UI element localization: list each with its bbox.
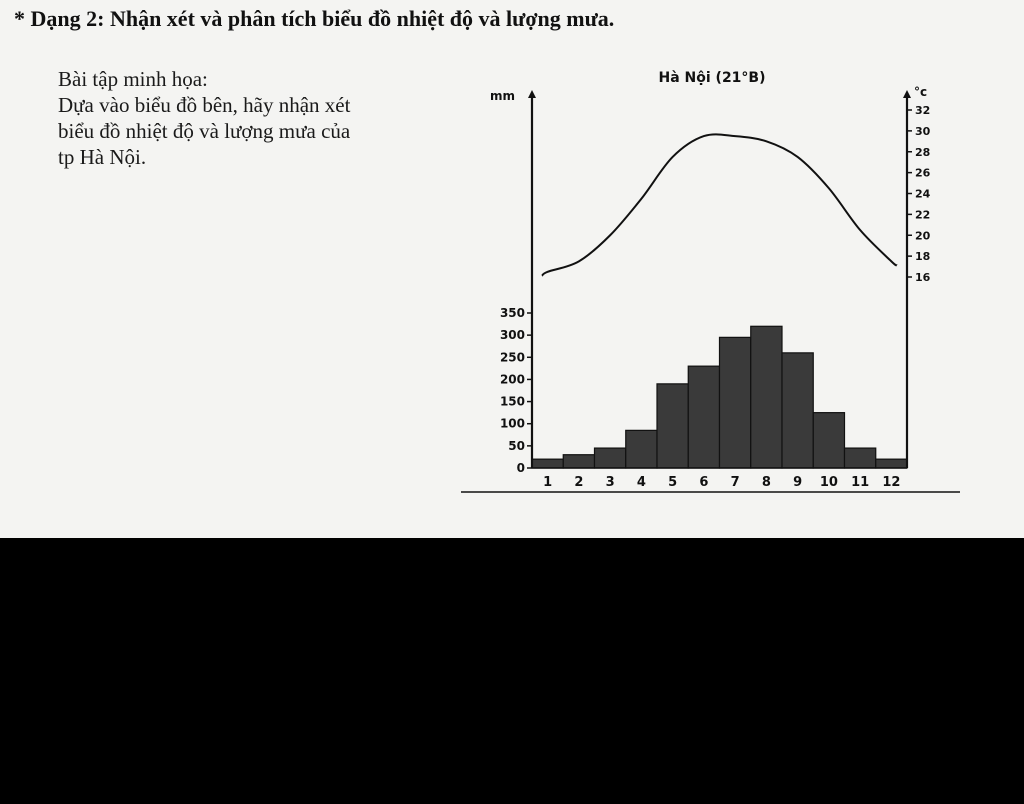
month-label: 9: [793, 475, 803, 490]
rainfall-tick-label: 0: [516, 461, 525, 475]
rainfall-bar: [876, 459, 907, 468]
rainfall-bar: [782, 353, 813, 468]
rainfall-tick-label: 150: [499, 394, 525, 409]
temperature-tick-label: 16: [915, 271, 931, 284]
exercise-line: Bài tập minh họa:: [58, 67, 208, 91]
temperature-tick-label: 30: [915, 124, 931, 138]
month-label: 7: [730, 475, 740, 490]
black-area: [0, 538, 1024, 804]
rainfall-tick-label: 100: [499, 416, 525, 431]
rainfall-unit-label: mm: [490, 89, 516, 103]
temperature-unit-label: °c: [914, 85, 928, 99]
rainfall-bar: [751, 326, 782, 468]
temperature-tick-label: 22: [915, 208, 931, 222]
rainfall-bar: [595, 448, 626, 468]
month-label: 5: [668, 475, 678, 490]
temperature-line: [542, 134, 897, 275]
month-label: 1: [543, 475, 553, 490]
month-label: 4: [636, 475, 646, 490]
rainfall-bar: [532, 459, 563, 468]
temperature-tick-label: 18: [915, 250, 931, 264]
chart-title: Hà Nội (21°B): [658, 70, 766, 86]
month-label: 11: [851, 475, 870, 490]
exercise-line: biểu đồ nhiệt độ và lượng mưa của: [58, 119, 351, 143]
month-label: 8: [761, 475, 771, 490]
exercise-line: Dựa vào biểu đồ bên, hãy nhận xét: [58, 93, 351, 117]
rainfall-tick-label: 250: [499, 350, 525, 365]
rainfall-bar: [563, 455, 594, 468]
rainfall-bar: [845, 448, 876, 468]
month-label: 10: [819, 475, 838, 490]
exercise-text: [58, 66, 448, 170]
rainfall-tick-label: 50: [508, 438, 525, 453]
rainfall-axis-arrow: [528, 90, 536, 98]
rainfall-bar: [688, 366, 719, 468]
temperature-tick-label: 32: [915, 104, 931, 117]
rainfall-tick-label: 300: [499, 328, 525, 343]
temperature-tick-label: 24: [915, 187, 931, 201]
temperature-axis-arrow: [903, 90, 911, 98]
climate-chart: [440, 60, 980, 510]
plot-area: [461, 90, 960, 492]
month-label: 3: [605, 475, 615, 490]
month-label: 2: [574, 475, 584, 490]
temperature-tick-label: 20: [915, 229, 931, 243]
rainfall-bar: [657, 384, 688, 468]
exercise-line: tp Hà Nội.: [58, 145, 147, 169]
temperature-tick-label: 26: [915, 166, 931, 180]
rainfall-tick-label: 200: [499, 372, 525, 387]
month-label: 6: [699, 475, 709, 490]
rainfall-bar: [626, 430, 657, 468]
rainfall-bar: [720, 337, 751, 468]
month-label: 12: [882, 475, 901, 490]
rainfall-bar: [813, 413, 844, 468]
rainfall-tick-label: 350: [499, 306, 525, 320]
section-heading: * Dạng 2: Nhận xét và phân tích biểu đồ nhiệt độ và lượng mưa.: [14, 6, 615, 31]
temperature-tick-label: 28: [915, 145, 931, 159]
